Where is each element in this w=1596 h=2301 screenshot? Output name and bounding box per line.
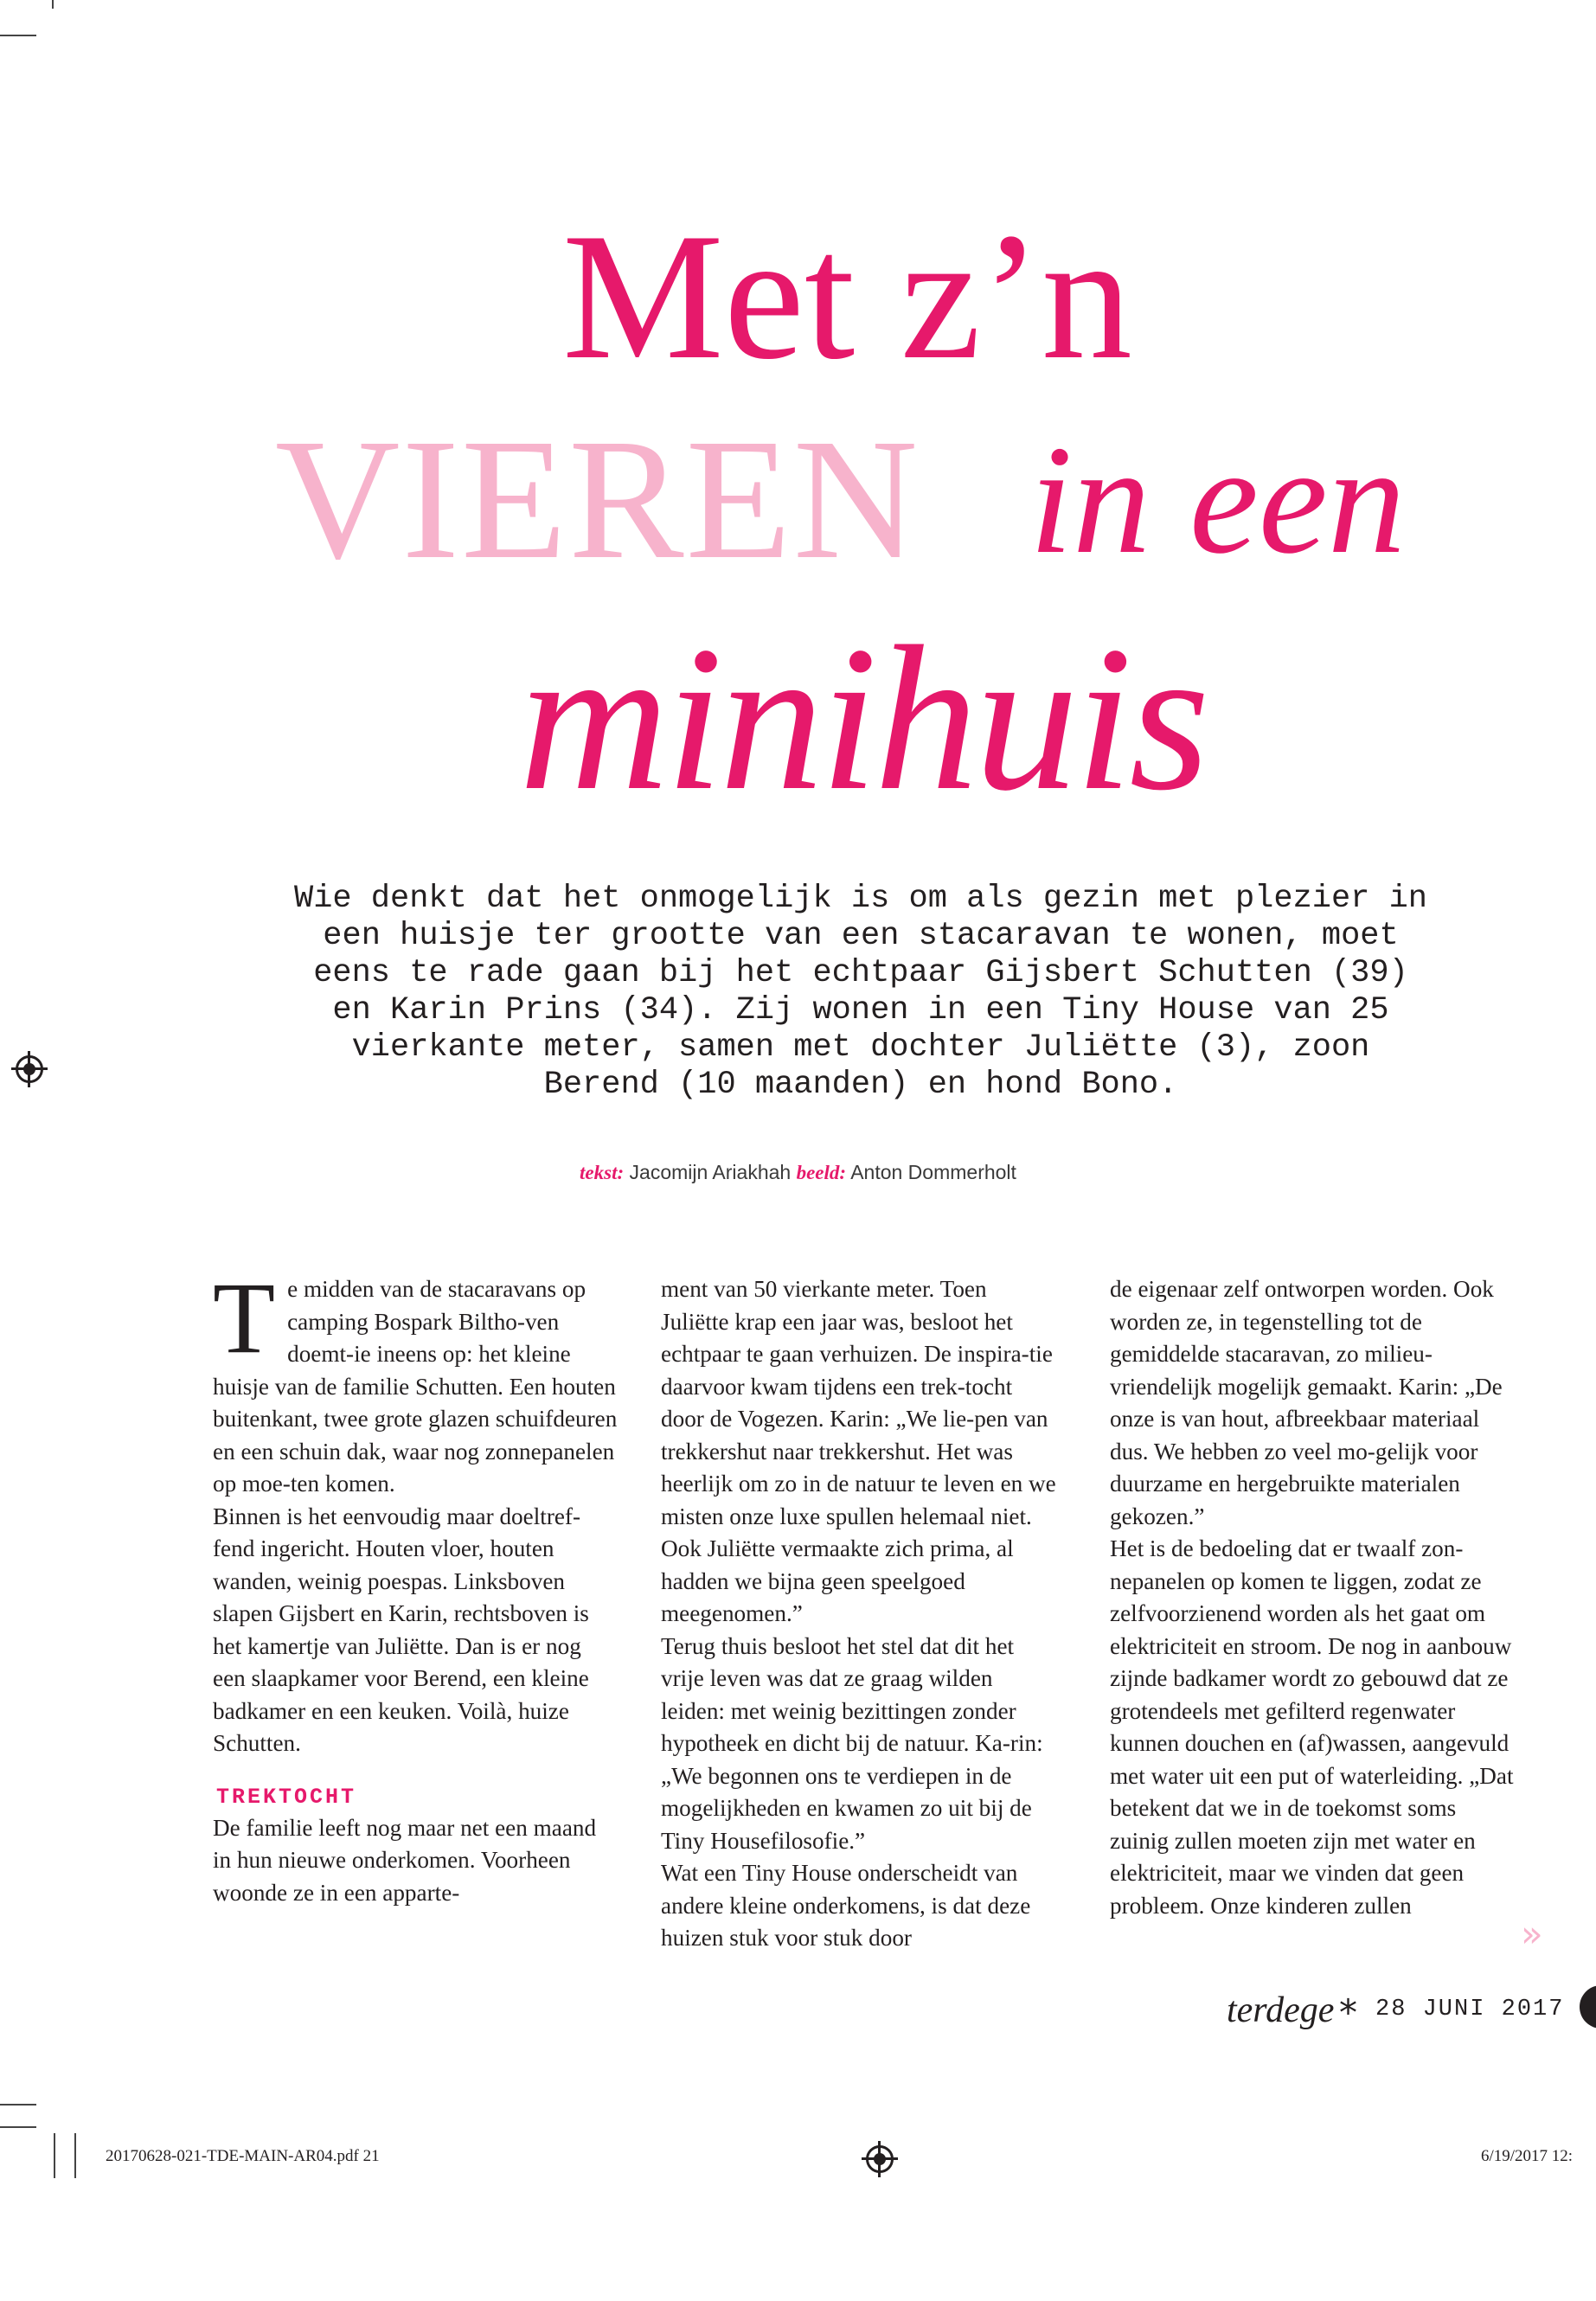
- paragraph-6: Wat een Tiny House onderscheidt van andere kleine onderkomens, is dat deze huizen stuk voor stuk door: [661, 1860, 1031, 1951]
- text-label: tekst:: [580, 1162, 625, 1183]
- crop-mark-bottom-left-h1: [0, 2104, 36, 2106]
- issue-date: 28 JUNI 2017: [1375, 1997, 1565, 2022]
- brand-logo: terdege: [1227, 1990, 1335, 2030]
- headline-minihuis: minihuis: [519, 603, 1207, 833]
- image-author: Anton Dommerholt: [850, 1161, 1016, 1183]
- crop-mark-bottom-left-h2: [0, 2126, 36, 2128]
- paragraph-3: De familie leeft nog maar net een maand in hun nieuwe onderkomen. Voorheen woonde ze in een apparte-: [213, 1814, 597, 1906]
- registration-mark-icon: [16, 1055, 43, 1083]
- headline-in-een: in een: [1029, 413, 1406, 586]
- slug-timestamp: 6/19/2017 12:: [1481, 2147, 1574, 2165]
- double-chevron-right-icon: »: [1521, 1913, 1543, 1955]
- crop-mark-bottom-left-v1: [54, 2133, 55, 2178]
- headline-vieren: VIEREN: [275, 404, 920, 595]
- paragraph-1: e midden van de stacaravans op camping Bospark Biltho-ven doemt-ie ineens op: het kleine huisje van de familie Schutten. Een houten buitenkant, twee grote glazen schuifdeuren en een schuin dak, waar nog zonnepanelen op moe-ten komen.: [213, 1276, 618, 1497]
- paragraph-4: ment van 50 vierkante meter. Toen Juliëtte krap een jaar was, besloot het echtpaar te gaan verhuizen. De inspira-tie daarvoor kwam tijdens een trek-tocht door de Vogezen. Karin: „We lie-pen van trekkershut naar trekkershut. Het was heerlijk om zo in de natuur te leven en we misten onze luxe spullen helemaal niet. Ook Juliëtte vermaakte zich prima, al hadden we bijna geen speelgoed meegenomen.”: [661, 1276, 1056, 1626]
- byline: [0, 1161, 1596, 1184]
- article-column-1: [213, 1261, 619, 1909]
- slug-filename: 20170628-021-TDE-MAIN-AR04.pdf 21: [106, 2147, 380, 2165]
- crop-mark-bottom-left-v2: [74, 2133, 76, 2178]
- page-number-badge: [1580, 1985, 1596, 2029]
- text-author: Jacomijn Ariakhah: [629, 1161, 792, 1183]
- headline-line-1: Met z’n: [562, 196, 1132, 397]
- subheading-trektocht: TREKTOCHT: [216, 1784, 357, 1810]
- paragraph-8: Het is de bedoeling dat er twaalf zon-nepanelen op komen te liggen, zodat ze zelfvoorzienend worden als het gaat om elektriciteit en stroom. De nog in aanbouw zijnde badkamer wordt zo gebouwd dat ze grotendeels met gefilterd regenwater kunnen douchen en (af)wassen, aangevuld met water uit een put of waterleiding. „Dat betekent dat we in de toekomst soms zuinig zullen moeten zijn met water en elektriciteit, maar we vinden dat geen probleem. Onze kinderen zullen: [1110, 1535, 1514, 1919]
- article-column-3: [1110, 1273, 1516, 1922]
- intro-paragraph: Wie denkt dat het onmogelijk is om als gezin met plezier in een huisje ter grootte van een stacaravan te wonen, moet eens te rade gaan bij het echtpaar Gijsbert Schutten (39) en Karin Prins (34). Zij wonen in een Tiny House van 25 vierkante meter, samen met dochter Juliëtte (3), zoon Berend (10 maanden) en hond Bono.: [293, 881, 1427, 1103]
- registration-mark-icon: [866, 2145, 894, 2173]
- paragraph-7: de eigenaar zelf ontworpen worden. Ook worden ze, in tegenstelling tot de gemiddelde stacaravan, zo milieu-vriendelijk mogelijk gemaakt. Karin: „De onze is van hout, afbreekbaar materiaal dus. We hebben zo veel mo-gelijk voor duurzame en hergebruikte materialen gekozen.”: [1110, 1276, 1503, 1529]
- article-column-2: [661, 1273, 1059, 1955]
- paragraph-5: Terug thuis besloot het stel dat dit het vrije leven was dat ze graag wilden leiden: met weinig bezittingen zonder hypotheek en dicht bij de natuur. Ka-rin: „We begonnen ons te verdiepen in de mogelijkheden en kwamen zo uit bij de Tiny Housefilosofie.”: [661, 1632, 1043, 1854]
- crop-mark-top-left-h: [0, 35, 36, 36]
- crop-mark-top-left-v: [52, 0, 54, 9]
- asterisk-separator: *: [1339, 1991, 1357, 2034]
- image-label: beeld:: [796, 1162, 847, 1183]
- paragraph-2: Binnen is het eenvoudig maar doeltref-fend ingericht. Houten vloer, houten wanden, weinig poespas. Linksboven slapen Gijsbert en Karin, rechtsboven is het kamertje van Juliëtte. Dan is er nog een slaapkamer voor Berend, een kleine badkamer en een keuken. Voilà, huize Schutten.: [213, 1503, 589, 1756]
- drop-cap: T: [213, 1261, 276, 1375]
